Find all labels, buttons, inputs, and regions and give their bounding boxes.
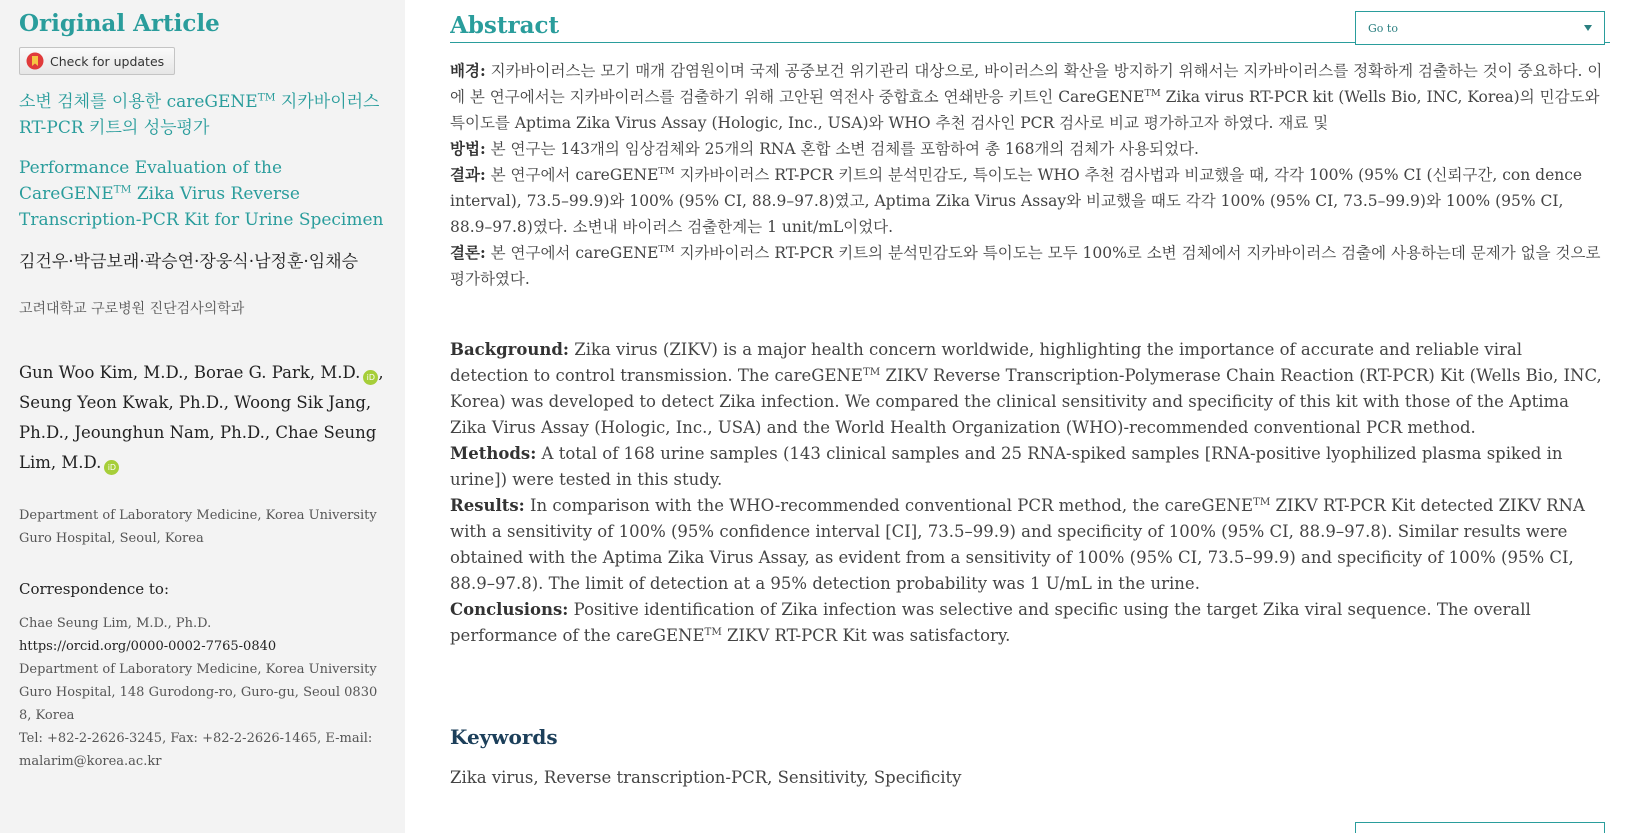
korean-authors: 김건우·박금보래·곽승연·장웅식·남정훈·임채승 [19, 252, 359, 272]
english-authors: Gun Woo Kim, M.D., Borae G. Park, M.D. iD , Seung Yeon Kwak, Ph.D., Woong Sik Jang, Ph.D., Jeounghun Nam, Ph.D., Chae Seung Lim, M.D. iD [19, 358, 386, 478]
keywords-list: Zika virus, Reverse transcription-PCR, Sensitivity, Specificity [450, 768, 962, 787]
check-for-updates-label: Check for updates [50, 53, 165, 69]
goto-dropdown[interactable] [1355, 11, 1605, 45]
correspondence-contact: Tel: +82-2-2626-3245, Fax: +82-2-2626-1465, E-mail: malarim@korea.ac.kr [19, 731, 373, 769]
english-abstract: Background: Zika virus (ZIKV) is a major health concern worldwide, highlighting the importance of accurate and reliable viral detection to control transmission. The careGENE™ ZIKV Reverse Transcription-Polymerase Chain Reaction (RT-PCR) Kit (Wells Bio, INC, Korea) was developed to detect Zika infection. We compared the clinical sensitivity and specificity of this kit with those of the Aptima Zika Virus Assay (Hologic, Inc., USA) and the World Health Organization (WHO)-recommended conventional PCR method. Methods: A total of 168 urine samples (143 clinical samples and 25 RNA-spiked samples [RNA-positive lyophilized plasma spiked in urine]) were tested in this study. Results: In comparison with the WHO-recommended conventional PCR method, the careGENE™ ZIKV RT-PCR Kit detected ZIKV RNA with a sensitivity of 100% (95% confidence interval [CI], 73.5–99.9) and specificity of 100% (95% CI, 88.9–97.8). Similar results were obtained with the Aptima Zika Virus Assay, as evident from a sensitivity of 100% (95% CI, 73.5–99.9) and specificity of 100% (95% CI, 88.9–97.8). The limit of detection at a 95% detection probability was 1 U/mL in the urine. Conclusions: Positive identification of Zika infection was selective and specific using the target Zika viral sequence. The overall performance of the careGENE™ ZIKV RT-PCR Kit was satisfactory. [450, 340, 1602, 645]
kr-results-label: 결과: [450, 165, 486, 184]
chevron-down-icon [1584, 25, 1592, 31]
keywords-heading: Keywords [450, 725, 558, 749]
check-for-updates-button[interactable] [19, 47, 175, 75]
english-title: Performance Evaluation of the CareGENE™ Zika Virus Reverse Transcription-PCR Kit for Urine Specimen [19, 158, 384, 230]
correspondence-address: Department of Laboratory Medicine, Korea University Guro Hospital, 148 Gurodong-ro, Guro-gu, Seoul 08308, Korea [19, 662, 378, 723]
kr-conclusion-label: 결론: [450, 243, 486, 262]
goto-label: Go to [1368, 21, 1398, 35]
section-title: Original Article [19, 10, 220, 37]
korean-title: 소변 검체를 이용한 careGENE™ 지카바이러스 RT-PCR 키트의 성능평가 [19, 91, 380, 138]
orcid-icon[interactable]: iD [104, 460, 119, 475]
english-affiliation: Department of Laboratory Medicine, Korea University Guro Hospital, Seoul, Korea [19, 508, 377, 546]
korean-abstract: 배경: 지카바이러스는 모기 매개 감염원이며 국제 공중보건 위기관리 대상으로, 바이러스의 확산을 방지하기 위해서는 지카바이러스를 정확하게 검출하는 것이 중요하다. 이에 본 연구에서는 지카바이러스를 검출하기 위해 고안된 역전사 중합효소 연쇄반응 키트인 CareGENE™ Zika virus RT-PCR kit (Wells Bio, INC, Korea)의 민감도와 특이도를 Aptima Zika Virus Assay (Hologic, Inc., USA)와 WHO 추천 검사인 PCR 검사로 비교 평가하고자 하였다. 재료 및 방법: 본 연구는 143개의 임상검체와 25개의 RNA 혼합 소변 검체를 포함하여 총 168개의 검체가 사용되었다. 결과: 본 연구에서 careGENE™ 지카바이러스 RT-PCR 키트의 분석민감도, 특이도는 WHO 추천 검사법과 비교했을 때, 각각 100% (95% CI (신뢰구간, con dence interval), 73.5–99.9)와 100% (95% CI, 88.9–97.8)였고, Aptima Zika Virus Assay와 비교했을 때도 각각 100% (95% CI, 73.5–99.9)와 100% (95% CI, 88.9–97.8)였다. 소변내 바이러스 검출한계는 1 unit/mL이었다. 결론: 본 연구에서 careGENE™ 지카바이러스 RT-PCR 키트의 분석민감도와 특이도는 모두 100%로 소변 검체에서 지카바이러스 검출에 사용하는데 문제가 없을 것으로 평가하였다. [450, 61, 1603, 288]
en-conclusions-label: Conclusions: [450, 600, 569, 619]
kr-background-label: 배경: [450, 61, 486, 80]
article-sidebar [0, 0, 405, 833]
en-background-label: Background: [450, 340, 569, 359]
en-results-label: Results: [450, 496, 525, 515]
en-methods-label: Methods: [450, 444, 537, 463]
bookmark-icon [26, 52, 44, 70]
goto-dropdown-bottom[interactable] [1355, 822, 1605, 833]
kr-methods-label: 방법: [450, 139, 486, 158]
abstract-heading: Abstract [450, 12, 560, 39]
correspondence-title: Correspondence to: [19, 580, 170, 598]
correspondence-orcid-link[interactable]: https://orcid.org/0000-0002-7765-0840 [19, 639, 277, 654]
correspondence-details [19, 612, 386, 773]
correspondence-name: Chae Seung Lim, M.D., Ph.D. [19, 616, 212, 631]
main-content [450, 0, 1610, 833]
korean-affiliation: 고려대학교 구로병원 진단검사의학과 [19, 301, 245, 317]
orcid-icon[interactable]: iD [363, 370, 378, 385]
